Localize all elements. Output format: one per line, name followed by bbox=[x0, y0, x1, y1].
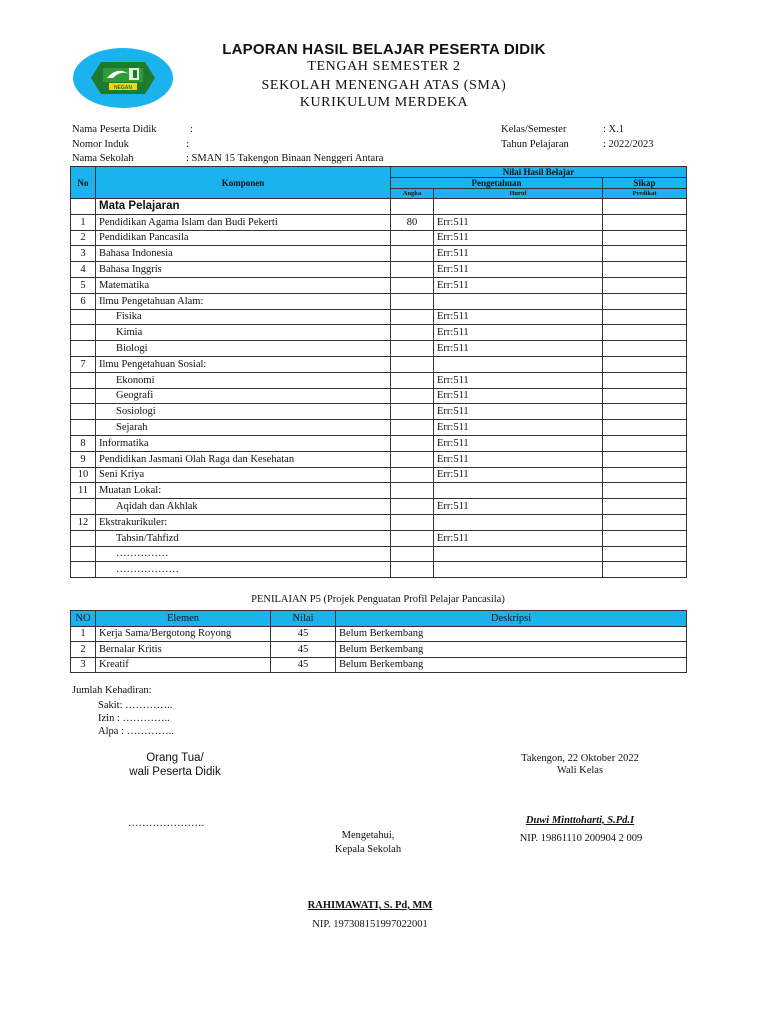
subject-angka bbox=[391, 420, 434, 436]
student-name-label: Nama Peserta Didik bbox=[72, 124, 157, 135]
p5-row bbox=[71, 626, 687, 642]
subject-angka bbox=[391, 483, 434, 499]
p5-title: PENILAIAN P5 (Projek Penguatan Profil Pelajar Pancasila) bbox=[251, 594, 505, 605]
subject-no bbox=[71, 404, 96, 420]
attendance-title: Jumlah Kehadiran: bbox=[72, 685, 152, 696]
p5-no: 3 bbox=[71, 657, 96, 673]
subject-predikat bbox=[603, 325, 687, 341]
attendance-sakit: Sakit: ………….. bbox=[98, 700, 173, 711]
report-subtitle-semester: TENGAH SEMESTER 2 bbox=[307, 59, 461, 74]
subject-name: ……………… bbox=[96, 562, 391, 578]
subject-no: 9 bbox=[71, 451, 96, 467]
subject-angka bbox=[391, 246, 434, 262]
subject-angka bbox=[391, 325, 434, 341]
subject-no bbox=[71, 309, 96, 325]
subject-name: Fisika bbox=[96, 309, 391, 325]
subject-huruf: Err:511 bbox=[434, 262, 603, 278]
subject-predikat bbox=[603, 246, 687, 262]
attendance-alpa: Alpa : ………….. bbox=[98, 726, 174, 737]
class-semester-label: Kelas/Semester bbox=[501, 124, 567, 135]
principal-nip: NIP. 197308151997022001 bbox=[312, 919, 428, 930]
subject-huruf: Err:511 bbox=[434, 420, 603, 436]
subject-angka bbox=[391, 514, 434, 530]
subject-name: Kimia bbox=[96, 325, 391, 341]
subject-angka bbox=[391, 467, 434, 483]
subject-huruf bbox=[434, 483, 603, 499]
subject-name: Biologi bbox=[96, 341, 391, 357]
subject-angka bbox=[391, 309, 434, 325]
attendance-izin: Izin : ………….. bbox=[98, 713, 170, 724]
school-name-label: Nama Sekolah bbox=[72, 153, 134, 164]
subject-row bbox=[71, 514, 687, 530]
subject-huruf bbox=[434, 293, 603, 309]
subject-row bbox=[71, 435, 687, 451]
school-year-label: Tahun Pelajaran bbox=[501, 139, 569, 150]
subject-angka bbox=[391, 262, 434, 278]
subject-predikat bbox=[603, 293, 687, 309]
p5-row bbox=[71, 657, 687, 673]
subject-no bbox=[71, 530, 96, 546]
p5-deskripsi: Belum Berkembang bbox=[336, 642, 687, 658]
p5-nilai: 45 bbox=[271, 626, 336, 642]
subject-predikat bbox=[603, 420, 687, 436]
report-subtitle-curriculum: KURIKULUM MERDEKA bbox=[299, 95, 469, 110]
subject-huruf: Err:511 bbox=[434, 277, 603, 293]
school-name-value: : SMAN 15 Takengon Binaan Nenggeri Antara bbox=[186, 153, 384, 164]
subject-huruf: Err:511 bbox=[434, 372, 603, 388]
subject-predikat bbox=[603, 372, 687, 388]
parent-signature-dots: …………………. bbox=[128, 818, 205, 829]
subject-name: Aqidah dan Akhlak bbox=[96, 499, 391, 515]
class-semester-value: : X.1 bbox=[603, 124, 624, 135]
parent-title-line1: Orang Tua/ bbox=[146, 752, 204, 764]
student-id-value: : bbox=[186, 139, 189, 150]
subject-row bbox=[71, 356, 687, 372]
subject-huruf: Err:511 bbox=[434, 388, 603, 404]
p5-nilai: 45 bbox=[271, 642, 336, 658]
subject-predikat bbox=[603, 546, 687, 562]
subject-huruf: Err:511 bbox=[434, 325, 603, 341]
subject-huruf: Err:511 bbox=[434, 309, 603, 325]
subject-name: Ilmu Pengetahuan Sosial: bbox=[96, 356, 391, 372]
subject-predikat bbox=[603, 341, 687, 357]
subject-predikat bbox=[603, 435, 687, 451]
subject-name: Matematika bbox=[96, 277, 391, 293]
principal-title: Kepala Sekolah bbox=[334, 844, 402, 855]
subject-no: 3 bbox=[71, 246, 96, 262]
subject-row bbox=[71, 404, 687, 420]
subject-name: Pendidikan Pancasila bbox=[96, 230, 391, 246]
p5-table bbox=[70, 610, 687, 673]
subject-huruf: Err:511 bbox=[434, 435, 603, 451]
subject-huruf: Err:511 bbox=[434, 467, 603, 483]
subject-no: 12 bbox=[71, 514, 96, 530]
subject-no bbox=[71, 325, 96, 341]
p5-col-nilai: Nilai bbox=[271, 611, 336, 627]
col-header-pengetahuan: Pengetahuan bbox=[391, 178, 603, 189]
subject-no: 6 bbox=[71, 293, 96, 309]
subject-name: Ekonomi bbox=[96, 372, 391, 388]
subject-no: 1 bbox=[71, 214, 96, 230]
subject-angka bbox=[391, 356, 434, 372]
subject-predikat bbox=[603, 499, 687, 515]
subject-angka bbox=[391, 372, 434, 388]
subject-no: 2 bbox=[71, 230, 96, 246]
p5-nilai: 45 bbox=[271, 657, 336, 673]
student-id-label: Nomor Induk bbox=[72, 139, 129, 150]
p5-elemen: Kerja Sama/Bergotong Royong bbox=[96, 626, 271, 642]
p5-no: 1 bbox=[71, 626, 96, 642]
subject-name: Informatika bbox=[96, 435, 391, 451]
homeroom-nip: NIP. 19861110 200904 2 009 bbox=[519, 833, 643, 844]
subject-row bbox=[71, 309, 687, 325]
place-date: Takengon, 22 Oktober 2022 bbox=[521, 753, 639, 764]
subject-no: 7 bbox=[71, 356, 96, 372]
subject-no bbox=[71, 420, 96, 436]
subject-no bbox=[71, 546, 96, 562]
subject-row bbox=[71, 546, 687, 562]
col-header-sikap: Sikap bbox=[603, 178, 687, 189]
subject-huruf bbox=[434, 514, 603, 530]
principal-name: RAHIMAWATI, S. Pd, MM bbox=[307, 900, 433, 911]
subject-name: Sejarah bbox=[96, 420, 391, 436]
subject-no: 11 bbox=[71, 483, 96, 499]
subject-row bbox=[71, 499, 687, 515]
subject-predikat bbox=[603, 262, 687, 278]
subject-huruf bbox=[434, 562, 603, 578]
subject-row bbox=[71, 451, 687, 467]
subject-predikat bbox=[603, 388, 687, 404]
subject-row bbox=[71, 262, 687, 278]
subject-name: Bahasa Inggris bbox=[96, 262, 391, 278]
subject-angka bbox=[391, 277, 434, 293]
p5-col-no: NO bbox=[71, 611, 96, 627]
subject-no: 5 bbox=[71, 277, 96, 293]
p5-col-elemen: Elemen bbox=[96, 611, 271, 627]
subject-row bbox=[71, 293, 687, 309]
subject-row bbox=[71, 214, 687, 230]
section-row bbox=[71, 199, 687, 215]
subject-no bbox=[71, 562, 96, 578]
subject-huruf: Err:511 bbox=[434, 451, 603, 467]
subject-huruf: Err:511 bbox=[434, 246, 603, 262]
subject-no: 10 bbox=[71, 467, 96, 483]
subject-angka bbox=[391, 546, 434, 562]
subject-no bbox=[71, 499, 96, 515]
p5-row bbox=[71, 642, 687, 658]
subject-row bbox=[71, 562, 687, 578]
subject-predikat bbox=[603, 230, 687, 246]
subject-no: 8 bbox=[71, 435, 96, 451]
subject-angka bbox=[391, 341, 434, 357]
school-year-value: : 2022/2023 bbox=[603, 139, 654, 150]
subject-predikat bbox=[603, 277, 687, 293]
subject-huruf: Err:511 bbox=[434, 214, 603, 230]
section-label: Mata Pelajaran bbox=[96, 199, 391, 215]
subject-predikat bbox=[603, 404, 687, 420]
subject-angka bbox=[391, 530, 434, 546]
grades-table bbox=[70, 166, 687, 578]
subject-no: 4 bbox=[71, 262, 96, 278]
col-header-nilai: Nilai Hasil Belajar bbox=[391, 167, 687, 178]
subject-angka bbox=[391, 562, 434, 578]
col-header-predikat: Predikat bbox=[603, 189, 687, 199]
subject-predikat bbox=[603, 214, 687, 230]
subject-row bbox=[71, 467, 687, 483]
subject-predikat bbox=[603, 530, 687, 546]
subject-no bbox=[71, 372, 96, 388]
parent-title-line2: wali Peserta Didik bbox=[129, 766, 221, 778]
col-header-no: No bbox=[71, 167, 96, 199]
subject-huruf: Err:511 bbox=[434, 230, 603, 246]
subject-angka bbox=[391, 388, 434, 404]
subject-row bbox=[71, 230, 687, 246]
homeroom-name: Duwi Minttoharti, S.Pd.I bbox=[525, 815, 635, 826]
p5-elemen: Kreatif bbox=[96, 657, 271, 673]
subject-name: Muatan Lokal: bbox=[96, 483, 391, 499]
subject-name: Ekstrakurikuler: bbox=[96, 514, 391, 530]
subject-name: …………… bbox=[96, 546, 391, 562]
col-header-angka: Angka bbox=[391, 189, 434, 199]
subject-huruf: Err:511 bbox=[434, 404, 603, 420]
known-by: Mengetahui, bbox=[341, 830, 395, 841]
subject-predikat bbox=[603, 514, 687, 530]
subject-name: Sosiologi bbox=[96, 404, 391, 420]
subject-row bbox=[71, 341, 687, 357]
subject-predikat bbox=[603, 309, 687, 325]
subject-row bbox=[71, 325, 687, 341]
homeroom-title: Wali Kelas bbox=[556, 765, 604, 776]
p5-col-deskripsi: Deskripsi bbox=[336, 611, 687, 627]
subject-huruf bbox=[434, 356, 603, 372]
subject-row bbox=[71, 420, 687, 436]
col-header-huruf: Huruf bbox=[434, 189, 603, 199]
subject-angka bbox=[391, 499, 434, 515]
subject-name: Tahsin/Tahfizd bbox=[96, 530, 391, 546]
subject-name: Seni Kriya bbox=[96, 467, 391, 483]
subject-huruf bbox=[434, 546, 603, 562]
subject-angka bbox=[391, 404, 434, 420]
subject-angka bbox=[391, 293, 434, 309]
subject-name: Pendidikan Jasmani Olah Raga dan Kesehatan bbox=[96, 451, 391, 467]
p5-elemen: Bernalar Kritis bbox=[96, 642, 271, 658]
subject-angka bbox=[391, 451, 434, 467]
subject-angka bbox=[391, 435, 434, 451]
subject-row bbox=[71, 277, 687, 293]
subject-predikat bbox=[603, 356, 687, 372]
col-header-komponen: Komponen bbox=[96, 167, 391, 199]
subject-predikat bbox=[603, 451, 687, 467]
logo-text: NEGAN bbox=[113, 85, 133, 91]
subject-row bbox=[71, 530, 687, 546]
subject-name: Pendidikan Agama Islam dan Budi Pekerti bbox=[96, 214, 391, 230]
subject-row bbox=[71, 246, 687, 262]
subject-no bbox=[71, 388, 96, 404]
subject-row bbox=[71, 483, 687, 499]
subject-name: Ilmu Pengetahuan Alam: bbox=[96, 293, 391, 309]
subject-row bbox=[71, 372, 687, 388]
subject-predikat bbox=[603, 562, 687, 578]
subject-huruf: Err:511 bbox=[434, 499, 603, 515]
subject-huruf: Err:511 bbox=[434, 530, 603, 546]
subject-no bbox=[71, 341, 96, 357]
subject-angka: 80 bbox=[391, 214, 434, 230]
report-subtitle-school-level: SEKOLAH MENENGAH ATAS (SMA) bbox=[261, 78, 507, 93]
subject-name: Geografi bbox=[96, 388, 391, 404]
p5-deskripsi: Belum Berkembang bbox=[336, 657, 687, 673]
subject-predikat bbox=[603, 483, 687, 499]
p5-no: 2 bbox=[71, 642, 96, 658]
subject-predikat bbox=[603, 467, 687, 483]
subject-angka bbox=[391, 230, 434, 246]
report-title: LAPORAN HASIL BELAJAR PESERTA DIDIK bbox=[222, 41, 546, 58]
p5-deskripsi: Belum Berkembang bbox=[336, 626, 687, 642]
student-name-value: : bbox=[190, 124, 193, 135]
subject-name: Bahasa Indonesia bbox=[96, 246, 391, 262]
subject-huruf: Err:511 bbox=[434, 341, 603, 357]
subject-row bbox=[71, 388, 687, 404]
